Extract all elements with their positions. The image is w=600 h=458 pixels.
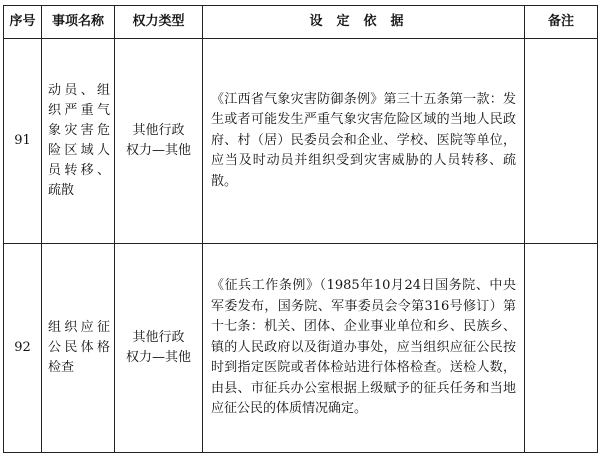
row-number: 92 xyxy=(4,244,42,453)
item-name: 动员、组织严重气象灾害危险区域人员转移、疏散 xyxy=(42,39,115,244)
authority-type-line2: 权力—其他 xyxy=(125,350,191,365)
remark-cell xyxy=(525,39,598,244)
remark-cell xyxy=(525,244,598,453)
authority-type-line2: 权力—其他 xyxy=(125,143,191,158)
authority-type-line1: 其他行政 xyxy=(132,123,185,138)
table-row xyxy=(4,39,598,244)
authority-table xyxy=(3,5,598,453)
header-item: 事项名称 xyxy=(42,6,115,39)
item-name: 组织应征公民体格检查 xyxy=(42,244,115,453)
authority-type xyxy=(115,244,203,453)
header-type: 权力类型 xyxy=(115,6,203,39)
legal-basis: 《江西省气象灾害防御条例》第三十五条第一款：发生或者可能发生严重气象灾害危险区域的当地人民政府、村（居）民委员会和企业、学校、医院等单位，应当及时动员并组织受到灾害威胁的人员转移、疏散。 xyxy=(203,39,525,244)
row-number: 91 xyxy=(4,39,42,244)
header-row xyxy=(4,6,598,39)
authority-type-line1: 其他行政 xyxy=(132,330,185,345)
header-remark: 备注 xyxy=(525,6,598,39)
header-basis: 设定依据 xyxy=(203,6,525,39)
header-no: 序号 xyxy=(4,6,42,39)
legal-basis: 《征兵工作条例》（1985年10月24日国务院、中央军委发布，国务院、军事委员会令第316号修订）第十七条：机关、团体、企业事业单位和乡、民族乡、镇的人民政府以及街道办事处，应当组织应征公民按时到指定医院或者体检站进行体格检查。送检人数，由县、市征兵办公室根据上级赋予的征兵任务和当地应征公民的体质情况确定。 xyxy=(203,244,525,453)
table-row xyxy=(4,244,598,453)
authority-type xyxy=(115,39,203,244)
